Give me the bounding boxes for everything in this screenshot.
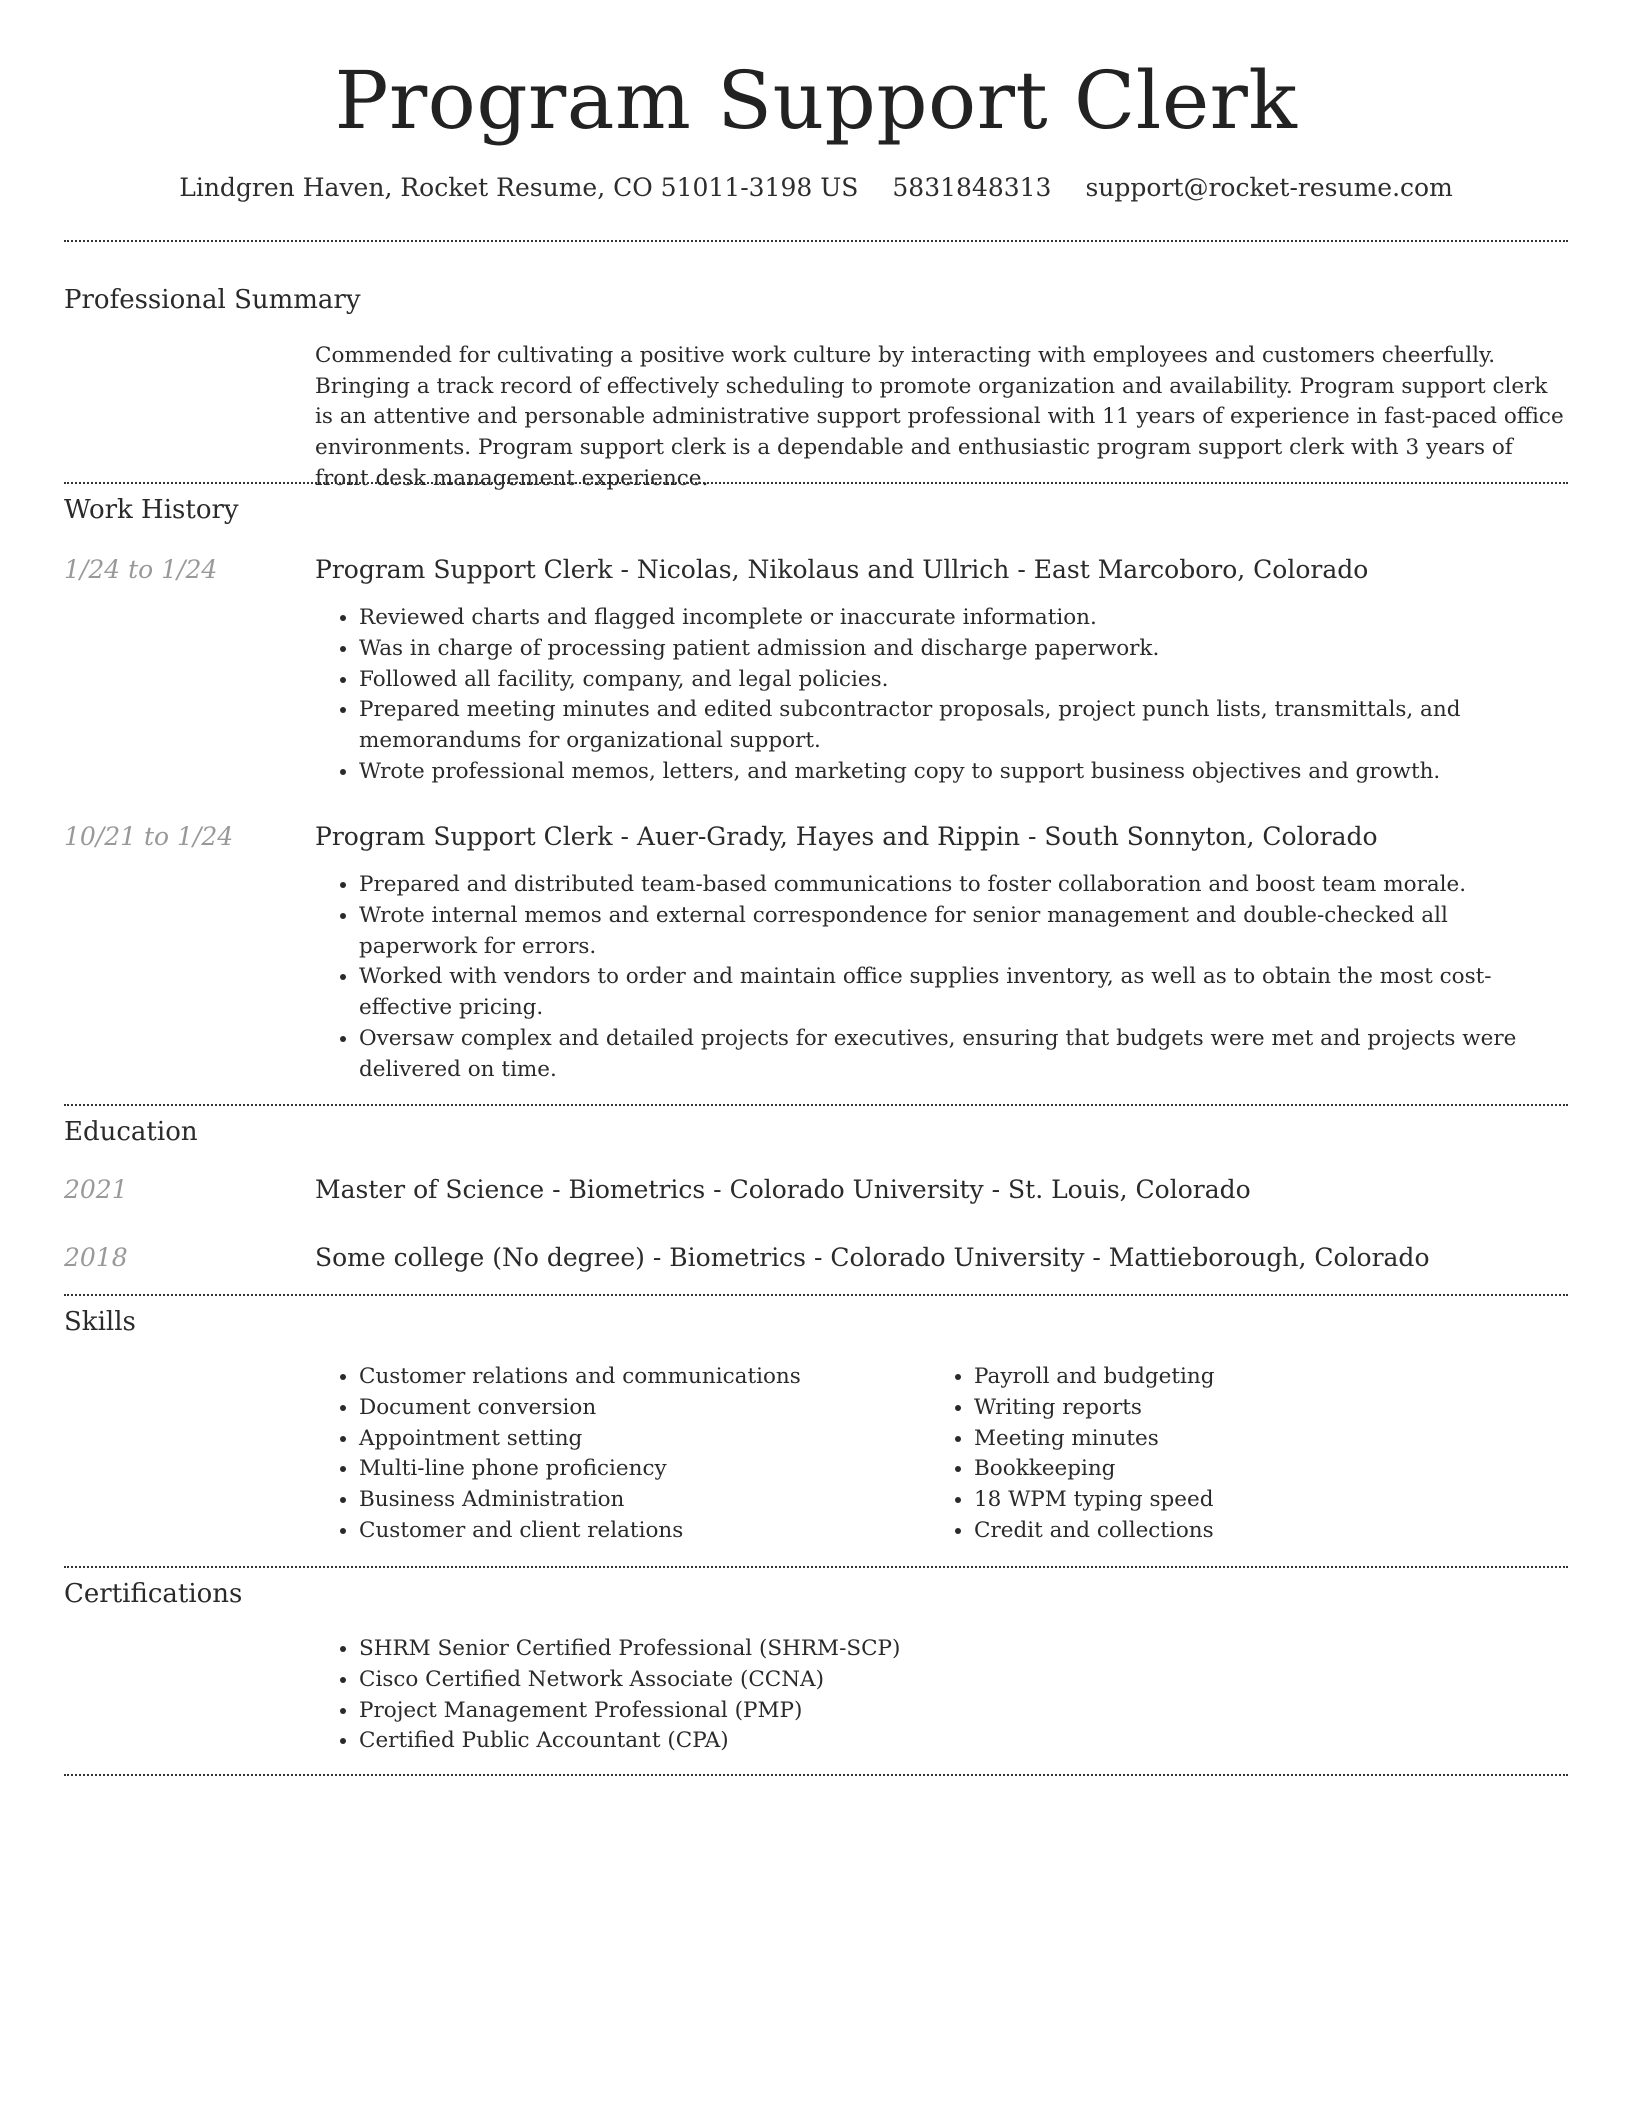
contact-address: Lindgren Haven, Rocket Resume, CO 51011-3198 US [179, 173, 859, 202]
candidate-name: Program Support Clerk [334, 54, 1298, 147]
job-bullet: • Followed all facility, company, and legal policies. [359, 665, 1569, 696]
job-dates: 1/24 to 1/24 [64, 555, 218, 584]
certification-item: • Project Management Professional (PMP) [359, 1696, 1259, 1727]
certifications-divider [64, 1774, 1568, 1776]
job-details: - Nicolas, Nikolaus and Ullrich - East Marcoboro, Colorado [612, 555, 1369, 584]
education-divider [64, 1294, 1568, 1296]
skills-heading: Skills [64, 1307, 136, 1337]
job-bullet: • Prepared and distributed team-based communications to foster collaboration and boost team morale. [359, 870, 1569, 901]
skill-item: • Customer relations and communications [359, 1362, 929, 1393]
contact-phone: 5831848313 [892, 173, 1052, 202]
job-title [315, 819, 1378, 855]
skill-item: • Customer and client relations [359, 1516, 929, 1547]
skill-item: • Payroll and budgeting [974, 1362, 1544, 1393]
education-year: 2021 [64, 1175, 128, 1204]
job-details: - Auer-Grady, Hayes and Rippin - South Sonnyton, Colorado [612, 822, 1378, 851]
skill-item: • Bookkeeping [974, 1454, 1544, 1485]
job-bullet: • Wrote professional memos, letters, and marketing copy to support business objectives and growth. [359, 757, 1569, 788]
job-bullet: • Worked with vendors to order and maintain office supplies inventory, as well as to obtain the most cost-effective pricing. [359, 962, 1569, 1024]
education-year: 2018 [64, 1243, 128, 1272]
job-bullet: • Reviewed charts and flagged incomplete or inaccurate information. [359, 603, 1569, 634]
job-bullet: • Prepared meeting minutes and edited subcontractor proposals, project punch lists, transmittals, and memorandums for organizational support. [359, 695, 1569, 757]
skill-item: • 18 WPM typing speed [974, 1485, 1544, 1516]
header-divider [64, 240, 1568, 242]
job-role: Program Support Clerk [315, 555, 613, 584]
job-bullet: • Wrote internal memos and external correspondence for senior management and double-checked all paperwork for errors. [359, 901, 1569, 963]
skills-divider [64, 1566, 1568, 1568]
work-history-heading: Work History [64, 495, 239, 525]
skill-item: • Business Administration [359, 1485, 929, 1516]
education-entry: Master of Science - Biometrics - Colorado University - St. Louis, Colorado [315, 1175, 1251, 1204]
skill-item: • Credit and collections [974, 1516, 1544, 1547]
certifications-list [315, 1634, 1259, 1757]
skills-list-left [315, 1362, 929, 1547]
contact-email: support@rocket-resume.com [1085, 173, 1453, 202]
skill-item: • Writing reports [974, 1393, 1544, 1424]
summary-heading: Professional Summary [64, 285, 361, 315]
job-bullets [315, 603, 1569, 788]
summary-divider [64, 482, 1568, 484]
job-dates: 10/21 to 1/24 [64, 822, 234, 851]
job-title [315, 552, 1368, 588]
contact-line [0, 170, 1632, 206]
education-entry: Some college (No degree) - Biometrics - Colorado University - Mattieborough, Colorado [315, 1243, 1430, 1272]
certification-item: • Cisco Certified Network Associate (CCNA) [359, 1665, 1259, 1696]
certification-item: • Certified Public Accountant (CPA) [359, 1726, 1259, 1757]
skill-item: • Document conversion [359, 1393, 929, 1424]
summary-text: Commended for cultivating a positive work culture by interacting with employees and customers cheerfully. Bringing a track record of effectively scheduling to promote organization and availability. Program support clerk is an attentive and personable administrative support professional with 11 years of experience in fast-paced office environments. Program support clerk is a dependable and enthusiastic program support clerk with 3 years of front desk management experience. [315, 343, 1564, 491]
work-history-divider [64, 1104, 1568, 1106]
skills-list-right [930, 1362, 1544, 1547]
education-heading: Education [64, 1117, 198, 1147]
job-role: Program Support Clerk [315, 822, 613, 851]
certifications-heading: Certifications [64, 1579, 243, 1609]
skill-item: • Appointment setting [359, 1424, 929, 1455]
job-bullet: • Was in charge of processing patient admission and discharge paperwork. [359, 634, 1569, 665]
certification-item: • SHRM Senior Certified Professional (SHRM-SCP) [359, 1634, 1259, 1665]
skill-item: • Multi-line phone proficiency [359, 1454, 929, 1485]
job-bullet: • Oversaw complex and detailed projects for executives, ensuring that budgets were met and projects were delivered on time. [359, 1024, 1569, 1086]
skill-item: • Meeting minutes [974, 1424, 1544, 1455]
job-bullets [315, 870, 1569, 1086]
